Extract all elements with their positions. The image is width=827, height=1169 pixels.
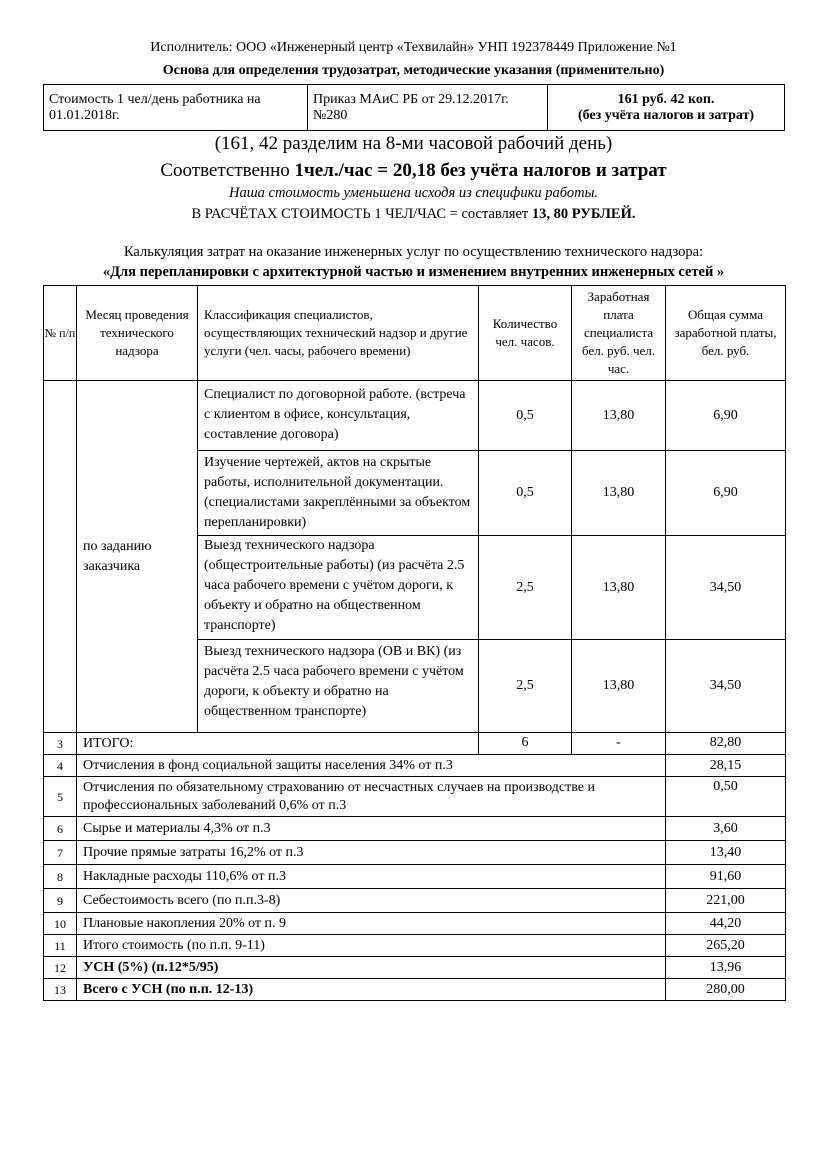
service-total: 34,50 bbox=[666, 640, 786, 733]
header-num: № п/п bbox=[44, 286, 77, 381]
row-num: 13 bbox=[44, 979, 77, 1001]
itogo-wage: - bbox=[572, 733, 666, 755]
row-value: 28,15 bbox=[666, 755, 786, 777]
table-header-row bbox=[44, 286, 786, 381]
order-reference: Приказ МАиС РБ от 29.12.2017г. №280 bbox=[308, 85, 548, 131]
row-value: 265,20 bbox=[666, 935, 786, 957]
header-month: Месяц проведения технического надзора bbox=[77, 286, 198, 381]
row-num: 11 bbox=[44, 935, 77, 957]
service-desc: Специалист по договорной работе. (встреча с клиентом в офисе, консультация, составление договора) bbox=[198, 381, 479, 451]
header-contractor-line: Исполнитель: ООО «Инженерный центр «Техвилайн» УНП 192378449 Приложение №1 bbox=[150, 40, 677, 55]
daily-cost-label: Стоимость 1 чел/день работника на 01.01.2018г. bbox=[44, 85, 308, 131]
summary-line-2-prefix: Соответственно bbox=[160, 160, 295, 181]
row-label: Прочие прямые затраты 16,2% от п.3 bbox=[77, 841, 666, 865]
row-label: Отчисления по обязательному страхованию от несчастных случаев на производстве и профессиональных заболеваний 0,6% от п.3 bbox=[77, 777, 666, 817]
service-hours: 0,5 bbox=[479, 381, 572, 451]
row-num: 10 bbox=[44, 913, 77, 935]
row-num: 4 bbox=[44, 755, 77, 777]
row-label: Сырье и материалы 4,3% от п.3 bbox=[77, 817, 666, 841]
table-row bbox=[44, 935, 786, 957]
row-value: 13,96 bbox=[666, 957, 786, 979]
table-row bbox=[44, 865, 786, 889]
table-row bbox=[44, 889, 786, 913]
row-value: 44,20 bbox=[666, 913, 786, 935]
service-wage: 13,80 bbox=[572, 536, 666, 640]
row-label: Отчисления в фонд социальной защиты населения 34% от п.3 bbox=[77, 755, 666, 777]
service-hours: 2,5 bbox=[479, 640, 572, 733]
itogo-total: 82,80 bbox=[666, 733, 786, 755]
table-row bbox=[44, 817, 786, 841]
service-desc: Изучение чертежей, актов на скрытые работы, исполнительной документации. (специалистами закреплёнными за объектом перепланировки) bbox=[198, 451, 479, 536]
row-value: 3,60 bbox=[666, 817, 786, 841]
row-num: 8 bbox=[44, 865, 77, 889]
row-value: 91,60 bbox=[666, 865, 786, 889]
summary-rate-line bbox=[0, 206, 827, 223]
table-row bbox=[44, 841, 786, 865]
header-wage: Заработная плата специалиста бел. руб. чел. час. bbox=[572, 286, 666, 381]
itogo-row bbox=[44, 733, 786, 755]
row-label: Всего с УСН (по п.п. 12-13) bbox=[77, 979, 666, 1001]
row-label: Плановые накопления 20% от п. 9 bbox=[77, 913, 666, 935]
table-row bbox=[44, 979, 786, 1001]
service-desc: Выезд технического надзора (ОВ и ВК) (из расчёта 2.5 часа рабочего времени с учётом дороги, к объекту и обратно на общественном транспорте) bbox=[198, 640, 479, 733]
service-total: 34,50 bbox=[666, 536, 786, 640]
summary-line-1: (161, 42 разделим на 8-ми часовой рабочий день) bbox=[214, 133, 613, 154]
service-row bbox=[44, 381, 786, 451]
service-wage: 13,80 bbox=[572, 381, 666, 451]
summary-line-2 bbox=[0, 160, 827, 182]
table-row bbox=[44, 777, 786, 817]
row-num: 7 bbox=[44, 841, 77, 865]
row-label: Себестоимость всего (по п.п.3-8) bbox=[77, 889, 666, 913]
header-basis-line: Основа для определения трудозатрат, методические указания (применительно) bbox=[162, 63, 665, 78]
service-desc: Выезд технического надзора (общестроительные работы) (из расчёта 2.5 часа рабочего времени с учётом дороги, к объекту и обратно на общественном транспорте) bbox=[198, 536, 479, 640]
service-wage: 13,80 bbox=[572, 640, 666, 733]
row-value: 13,40 bbox=[666, 841, 786, 865]
itogo-label: ИТОГО: bbox=[77, 733, 479, 755]
row-value: 280,00 bbox=[666, 979, 786, 1001]
daily-cost-amount: 161 руб. 42 коп. bbox=[617, 91, 715, 107]
summary-note: Наша стоимость уменьшена исходя из специфики работы. bbox=[228, 185, 599, 201]
calc-subtitle: «Для перепланировки с архитектурной частью и изменением внутренних инженерных сетей » bbox=[102, 264, 725, 280]
row-num: 12 bbox=[44, 957, 77, 979]
service-total: 6,90 bbox=[666, 451, 786, 536]
row-num: 9 bbox=[44, 889, 77, 913]
calc-title: Калькуляция затрат на оказание инженерных услуг по осуществлению технического надзора: bbox=[123, 244, 704, 260]
rate-line-prefix: В РАСЧЁТАХ СТОИМОСТЬ 1 ЧЕЛ/ЧАС = составляет bbox=[191, 206, 532, 222]
rate-line-value: 13, 80 РУБЛЕЙ. bbox=[531, 206, 636, 222]
service-wage: 13,80 bbox=[572, 451, 666, 536]
service-num-empty bbox=[44, 381, 77, 733]
cost-table bbox=[43, 285, 786, 1001]
itogo-hours: 6 bbox=[479, 733, 572, 755]
row-num: 6 bbox=[44, 817, 77, 841]
info-box bbox=[43, 84, 785, 131]
hourly-rate-bold: 1чел./час = 20,18 без учёта налогов и затрат bbox=[294, 160, 667, 181]
service-hours: 0,5 bbox=[479, 451, 572, 536]
row-value: 0,50 bbox=[666, 777, 786, 817]
row-value: 221,00 bbox=[666, 889, 786, 913]
row-label: Накладные расходы 110,6% от п.3 bbox=[77, 865, 666, 889]
service-hours: 2,5 bbox=[479, 536, 572, 640]
header-hours: Количество чел. часов. bbox=[479, 286, 572, 381]
row-label: УСН (5%) (п.12*5/95) bbox=[77, 957, 666, 979]
header-total: Общая сумма заработной платы, бел. руб. bbox=[666, 286, 786, 381]
row-num: 5 bbox=[44, 777, 77, 817]
table-row bbox=[44, 755, 786, 777]
service-total: 6,90 bbox=[666, 381, 786, 451]
table-row bbox=[44, 913, 786, 935]
row-num: 3 bbox=[44, 733, 77, 755]
daily-cost-note: (без учёта налогов и затрат) bbox=[577, 107, 755, 123]
row-label: Итого стоимость (по п.п. 9-11) bbox=[77, 935, 666, 957]
header-classification: Классификация специалистов, осуществляющих технический надзор и другие услуги (чел. часы, рабочего времени) bbox=[198, 286, 479, 381]
period-cell: по заданию заказчика bbox=[77, 381, 198, 733]
daily-cost-value bbox=[548, 85, 785, 131]
table-row bbox=[44, 957, 786, 979]
